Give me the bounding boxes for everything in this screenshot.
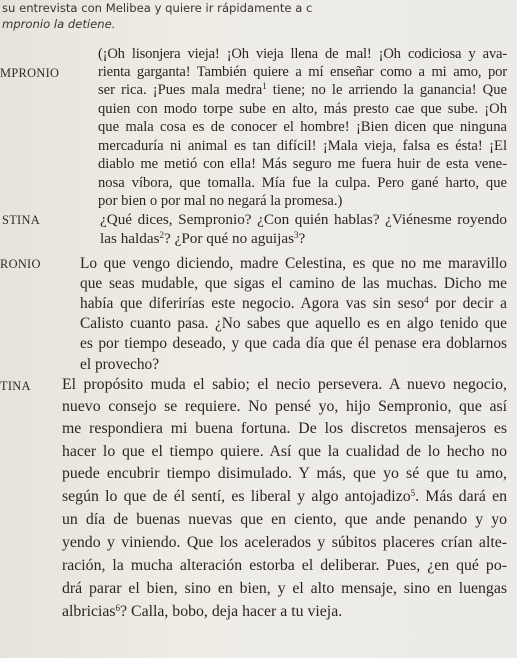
footnote-marker: 6 xyxy=(115,603,121,613)
text-line: albricias$^6$? Calla, bobo, deja hacer a tu vieja. xyxy=(62,603,343,620)
text-line: había que diferirías este negocio. Agora vas sin seso$^4$ por decir a xyxy=(80,295,507,312)
footnote-marker: 5 xyxy=(410,488,416,498)
text-line: el provecho? xyxy=(80,356,160,373)
text-line: que mala cosa es de conocer el hombre! ¡Bien dicen que ninguna xyxy=(98,119,507,135)
text-line: ¿Qué dices, Sempronio? ¿Con quién hablas? ¿Viénesme royendo xyxy=(100,211,507,228)
text-line: ración, la mucha alteración estorba el deliberar. Pues, ¿en qué po- xyxy=(62,557,507,574)
text-line: El propósito muda el sabio; el necio persevera. A nuevo negocio, xyxy=(62,376,507,393)
text-line: Calisto cuanto pasa. ¿No sabes que aquello es en algo tenido que xyxy=(80,315,507,332)
text-line: me respondiera mi buena fortuna. De los discretos mensajeros es xyxy=(62,420,507,437)
text-line: drá parar el bien, sino en bien, y el alto mensaje, sino en luengas xyxy=(62,580,507,597)
text-line: puede encubrir tiempo disimulado. Y más, que yo sé que tu amo, xyxy=(62,465,507,482)
speaker-name: STINA xyxy=(2,213,40,227)
text-line: según lo que de él sentí, es liberal y algo antojadizo$^5$. Más dará en xyxy=(62,488,507,505)
text-line: las haldas$^2$? ¿Por qué no aguijas$^3$? xyxy=(100,230,306,247)
stage-direction-line: su entrevista con Melibea y quiere ir rápidamente a c xyxy=(2,1,313,15)
speaker-name: RONIO xyxy=(0,257,41,271)
text-line: rienta garganta! También quiere a mí enseñar como a mi amo, por xyxy=(98,64,507,80)
text-line: quien con modo torpe sube en alto, más presto cae que sube. ¡Oh xyxy=(98,101,507,117)
text-line: Lo que vengo diciendo, madre Celestina, es que no me maravillo xyxy=(80,255,507,272)
text-line: nuevo consejo se requiere. No pensé yo, hijo Sempronio, que así xyxy=(62,398,507,415)
footnote-marker: 3 xyxy=(294,230,299,240)
text-line: nosa víbora, que tomalla. Mía fue la culpa. Pero gané harto, que xyxy=(98,175,507,191)
text-line: yendo y viniendo. Que los acelerados y súbitos placeres crían alte- xyxy=(62,534,507,551)
footnote-marker: 4 xyxy=(424,295,429,305)
speaker-name: TINA xyxy=(0,379,31,393)
text-line: es por tiempo deseado, y que cada día que él penase era doblarnos xyxy=(80,335,507,352)
text-line: hacer lo que el tiempo quiere. Así que la cualidad de lo hecho no xyxy=(62,443,507,460)
text-line: un día de buenas nuevas que en ciento, que ande penando y yo xyxy=(62,511,507,528)
text-line: por bien o por mal no negará la promesa.) xyxy=(98,193,343,209)
text-line: que seas mudable, que sigas el camino de las muchas. Dicho me xyxy=(80,275,507,292)
text-line: diablo me metió con ella! Más seguro me fuera huir de esta vene- xyxy=(98,156,507,172)
speaker-name: MPRONIO xyxy=(0,66,60,80)
text-line: (¡Oh lisonjera vieja! ¡Oh vieja llena de mal! ¡Oh codiciosa y ava- xyxy=(98,46,507,62)
footnote-marker: 1 xyxy=(262,81,267,91)
text-line: ser rica. ¡Pues mala medra$^1$ tiene; no le arriendo la ganancia! Que xyxy=(98,81,507,98)
stage-direction xyxy=(2,0,312,32)
stage-direction-line: mpronio la detiene. xyxy=(2,17,116,31)
text-line: mercaduría ni animal es tan difícil! ¡Mala vieja, falsa es ésta! ¡El xyxy=(98,138,507,154)
footnote-marker: 2 xyxy=(159,230,165,240)
